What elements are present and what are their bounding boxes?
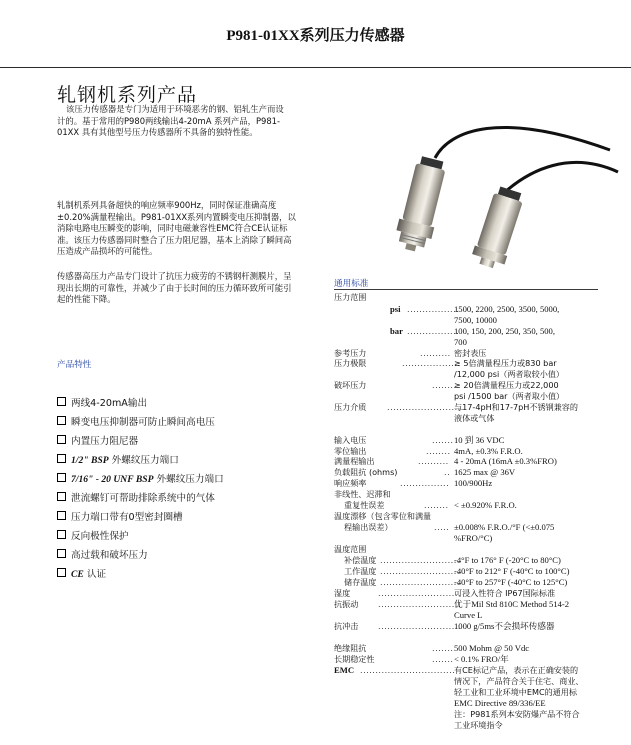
spec-label: 压力范围 (334, 292, 367, 302)
feature-item: CE 认证 (57, 565, 224, 584)
spec-label: EMC (334, 665, 355, 675)
spec-label: 压力极限 (334, 358, 367, 368)
diaphragm-line: 起的性能下降。 (57, 294, 116, 305)
spec-label: 长期稳定性 (334, 654, 375, 664)
leader-dots: ........................... (378, 588, 461, 598)
spec-label: 满量程输出 (334, 456, 375, 466)
spec-value: 可浸入性符合 IP67国际标准 (454, 588, 556, 598)
spec-label: 参考压力 (334, 348, 367, 358)
specs-divider (334, 289, 598, 290)
checkbox-icon (57, 549, 66, 558)
spec-value: 100/900Hz (454, 478, 493, 488)
intro-line: 01XX 具有其他型号压力传感器所不具备的独特性能。 (57, 127, 258, 138)
spec-value: EMC Directive 89/336/EE (454, 698, 546, 708)
feature-item: 两线4-20mA输出 (57, 394, 224, 413)
leader-dots: ................. (407, 304, 460, 314)
spec-value: -40°F to 212° F (-40°C to 100°C) (454, 566, 570, 576)
leader-dots: ....... (432, 643, 454, 653)
spec-label: 输入电压 (334, 435, 367, 445)
description-line: 压造成产品损坏的可能性。 (57, 246, 158, 257)
description-line: 轧制机系列具备超快的响应频率900Hz，同时保证准确高度 (57, 200, 277, 210)
feature-item: 压力端口带有0型密封圈槽 (57, 508, 224, 527)
checkbox-icon (57, 511, 66, 520)
spec-label: 非线性、迟滞和 (334, 489, 391, 499)
spec-value: ≥ 5倍满量程压力或830 bar (454, 358, 557, 368)
spec-value: 有CE标记产品，表示在正确安装的 (454, 665, 579, 675)
spec-value: < ±0.920% F.R.O. (454, 500, 517, 510)
leader-dots: .......................... (380, 577, 460, 587)
leader-dots: ....... (432, 654, 454, 664)
spec-value: ≥ 20倍满量程压力或22,000 (454, 380, 559, 390)
feature-item: 高过载和破坏压力 (57, 546, 224, 565)
spec-value: 密封表压 (454, 348, 487, 358)
spec-value: 500 Mohm @ 50 Vdc (454, 643, 530, 653)
spec-value: 10 到 36 VDC (454, 435, 505, 445)
page-title: P981-01XX系列压力传感器 (226, 28, 405, 44)
spec-value: 1500, 2200, 2500, 3500, 5000, (454, 304, 560, 314)
spec-value: 7500, 10000 (454, 315, 497, 325)
title-divider (0, 67, 631, 68)
spec-value: -40°F to 257°F (-40°C to 125°C) (454, 577, 568, 587)
leader-dots: ................ (400, 478, 450, 488)
diaphragm-line: 现出长期的可靠性，并减少了由于长时间的压力循环致所可能引 (57, 282, 292, 293)
description-line: ±0.20%满量程输出。P981-01XX系列内置瞬变电压抑制器，以 (57, 211, 296, 222)
spec-label: 响应频率 (334, 478, 367, 488)
leader-dots: .. (444, 467, 451, 477)
checkbox-icon (57, 416, 66, 425)
checkbox-icon (57, 397, 66, 406)
checkbox-icon (57, 568, 66, 577)
spec-value: < 0.1% FRO/年 (454, 654, 509, 664)
leader-dots: ........................... (378, 621, 461, 631)
description-paragraph (57, 200, 322, 258)
spec-value: 优于Mil Std 810C Method 514-2 (454, 599, 570, 609)
spec-label: 储存温度 (344, 577, 377, 587)
spec-unit-psi: psi (390, 304, 401, 314)
spec-label: 补偿温度 (344, 555, 377, 565)
leader-dots: ................. (407, 326, 460, 336)
checkbox-icon (57, 473, 66, 482)
spec-value: 与17-4pH和17-7pH不锈钢兼容的 (454, 402, 578, 412)
leader-dots: .......... (420, 348, 451, 358)
intro-line: 该压力传感器是专门为适用于环境恶劣的钢、铝轧生产而设 (66, 104, 284, 114)
leader-dots: .......................... (380, 566, 460, 576)
spec-value: 工业环境指令 (454, 720, 503, 730)
feature-item: 7/16" - 20 UNF BSP 外螺纹压力端口 (57, 470, 224, 489)
spec-label: 压力介质 (334, 402, 367, 412)
sensor-photo (340, 110, 620, 270)
leader-dots: ..... (434, 522, 450, 532)
diaphragm-paragraph (57, 271, 322, 306)
spec-value: 情况下，产品符合关于住宅、商业、 (454, 676, 584, 686)
spec-label: 温度范围 (334, 544, 367, 554)
leader-dots: .......... (418, 456, 449, 466)
spec-value: ±0.008% F.R.O./°F (<±0.075 (454, 522, 555, 532)
spec-label: 抗振动 (334, 599, 359, 609)
diaphragm-line: 传感器高压力产品专门设计了抗压力疲劳的不锈钢杆测膜片，呈 (57, 271, 292, 281)
feature-item: 反向极性保护 (57, 527, 224, 546)
spec-value: Curve L (454, 610, 483, 620)
features-list (57, 394, 224, 584)
spec-value: 轻工业和工业环境中EMC的通用标 (454, 687, 577, 697)
leader-dots: .......................... (380, 555, 460, 565)
feature-item: 瞬变电压抑制器可防止瞬间高电压 (57, 413, 224, 432)
section-heading: 轧钢机系列产品 (57, 84, 198, 106)
specs-heading: 通用标准 (334, 279, 369, 289)
checkbox-icon (57, 454, 66, 463)
leader-dots: ................... (402, 358, 461, 368)
spec-label: 工作温度 (344, 566, 377, 576)
checkbox-icon (57, 435, 66, 444)
feature-item: 1/2" BSP 外螺纹压力端口 (57, 451, 224, 470)
spec-value: 100, 150, 200, 250, 350, 500, (454, 326, 555, 336)
spec-value: 注：P981系列本安防爆产品不符合 (454, 709, 580, 719)
description-line: 准。该压力传感器同时整合了压力阻尼器，基本上消除了瞬间高 (57, 234, 292, 245)
features-heading: 产品特性 (57, 360, 92, 370)
description-line: 消除电路电压瞬变的影响，同时电磁兼容性EMC符合CE认证标 (57, 223, 288, 234)
spec-value: 1625 max @ 36V (454, 467, 516, 477)
spec-label: 绝缘阻抗 (334, 643, 367, 653)
spec-unit-bar: bar (390, 326, 403, 336)
leader-dots: ............................... (360, 665, 456, 675)
spec-value: %FRO/°C) (454, 533, 493, 543)
spec-value: 4mA, ±0.3% F.R.O. (454, 446, 523, 456)
spec-label: 程输出误差） (344, 522, 393, 532)
leader-dots: ......................... (387, 402, 464, 412)
feature-item: 泄流螺钉可帮助排除系统中的气体 (57, 489, 224, 508)
leader-dots: ........ (426, 446, 451, 456)
checkbox-icon (57, 530, 66, 539)
spec-value: 1000 g/5ms不会损坏传感器 (454, 621, 555, 631)
spec-value: 700 (454, 337, 467, 347)
feature-item: 内置压力阻尼器 (57, 432, 224, 451)
spec-label: 抗冲击 (334, 621, 359, 631)
intro-line: 计的。基于常用的P980两线输出4-20mA 系列产品，P981- (57, 115, 281, 126)
checkbox-icon (57, 492, 66, 501)
spec-label: 温度漂移（包含零位和满量 (334, 511, 432, 521)
spec-label: 负载阻抗 (ohms) (334, 467, 398, 477)
spec-value: /12,000 psi（两者取较小值） (454, 369, 564, 379)
spec-label: 零位输出 (334, 446, 367, 456)
spec-value: 液体或气体 (454, 413, 495, 423)
spec-label: 破坏压力 (334, 380, 367, 390)
spec-value: -4°F to 176° F (-20°C to 80°C) (454, 555, 561, 565)
leader-dots: ........................... (378, 599, 461, 609)
leader-dots: ......... (432, 380, 460, 390)
spec-label: 重复性误差 (344, 500, 385, 510)
spec-value: psi /1500 bar（两者取小值） (454, 391, 565, 401)
spec-label: 湿度 (334, 588, 351, 598)
leader-dots: ........ (424, 500, 449, 510)
leader-dots: ....... (432, 435, 454, 445)
spec-value: 4 - 20mA (16mA ±0.3%FRO) (454, 456, 557, 466)
intro-paragraph (57, 104, 322, 139)
